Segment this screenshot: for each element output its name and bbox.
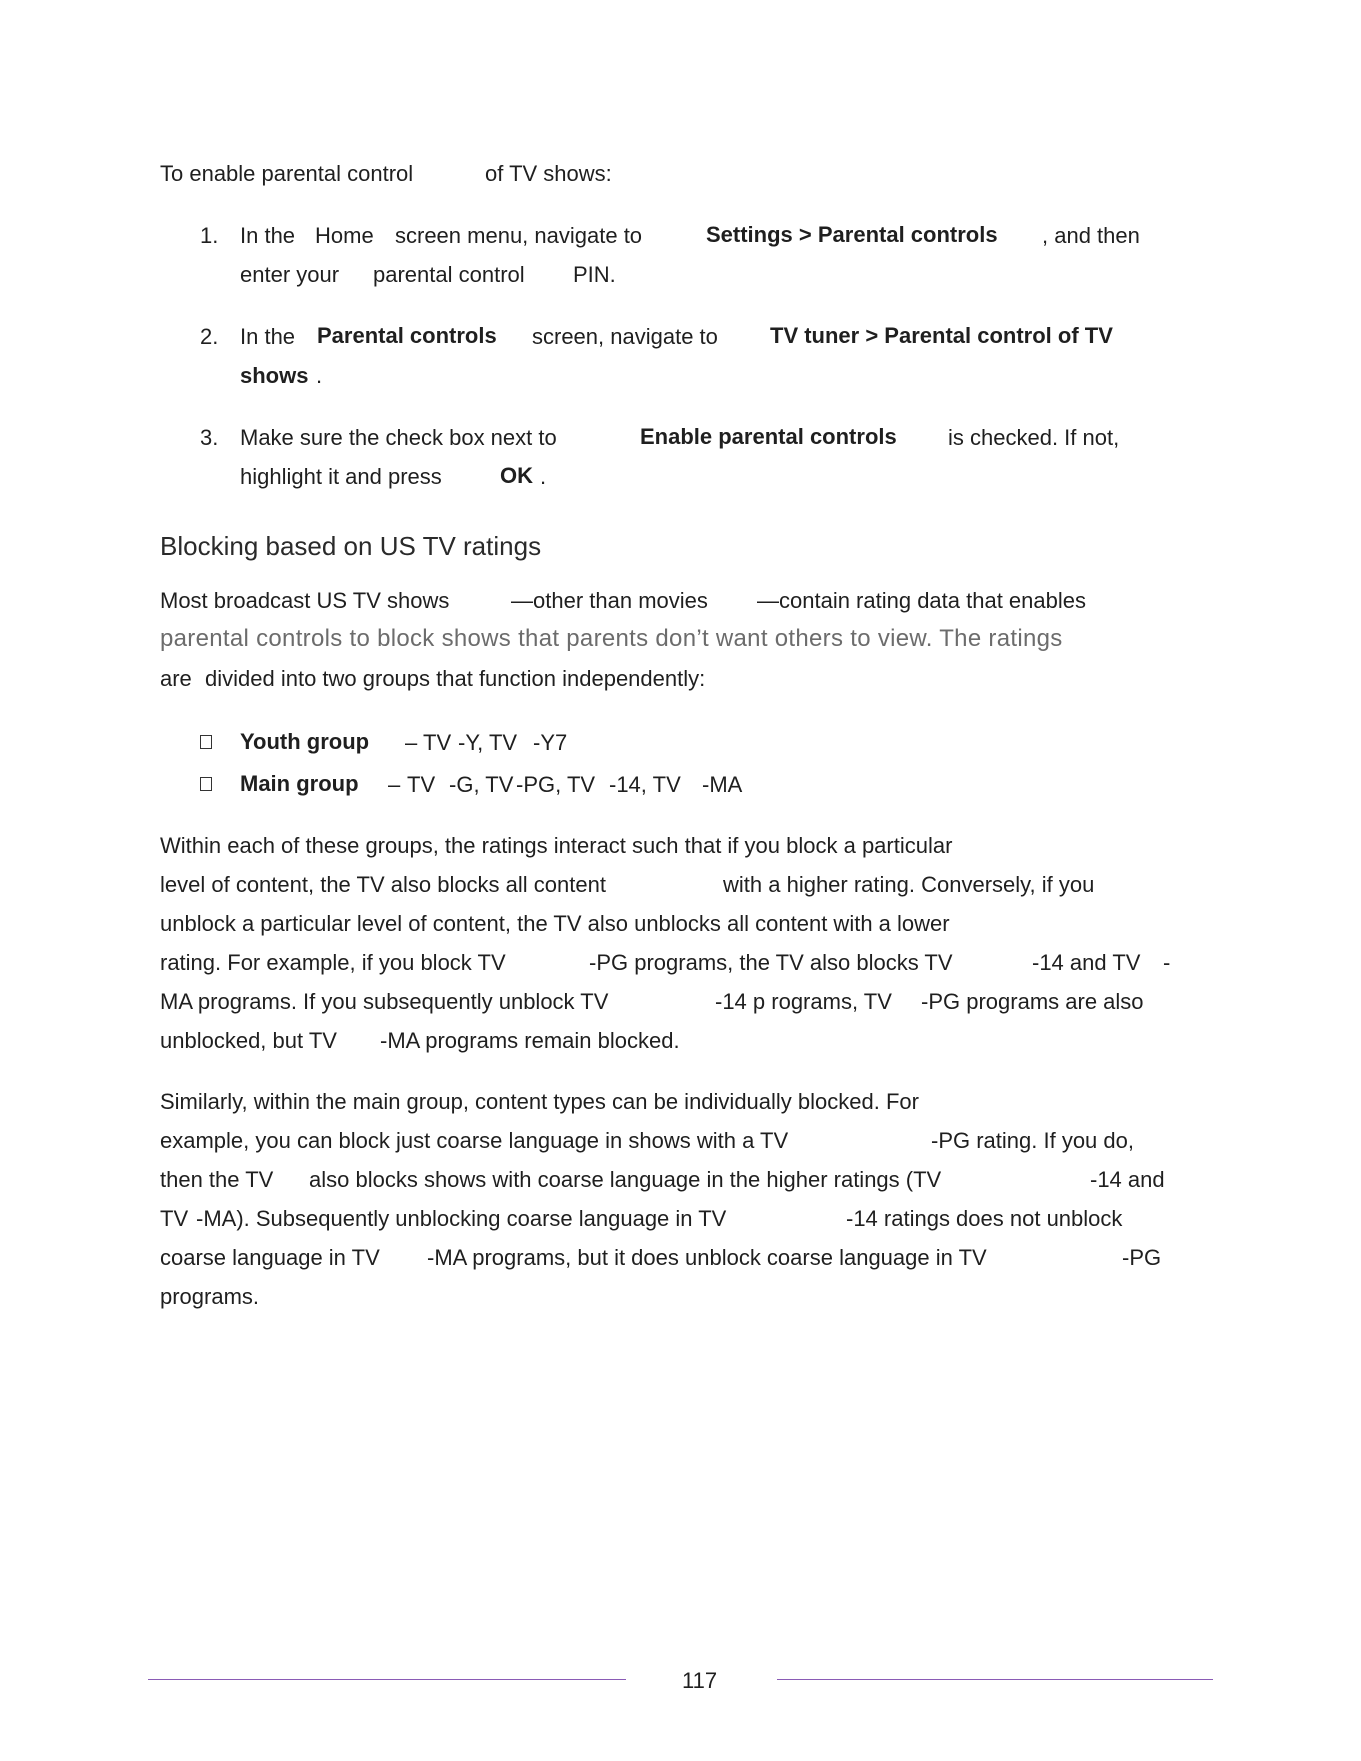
menu-path: Settings > Parental controls (706, 222, 998, 247)
group-text: -G, TV (449, 772, 514, 797)
paragraph-text: programs. (160, 1284, 260, 1309)
intro-text-a: To enable parental control (160, 161, 414, 186)
paragraph-text: —contain rating data that enables (757, 588, 1087, 613)
menu-path: Parental controls (317, 323, 497, 348)
page-number: 117 (682, 1668, 718, 1693)
paragraph-text: -PG programs, the TV also blocks TV (589, 950, 953, 975)
paragraph-text: unblock a particular level of content, the TV also unblocks all content with a lower (160, 911, 950, 936)
step-text: screen, navigate to (532, 324, 718, 349)
paragraph-text: Within each of these groups, the ratings interact such that if you block a particular (160, 833, 953, 858)
paragraph-text: -PG programs are also (921, 989, 1144, 1014)
step-text: . (316, 363, 323, 388)
group-name: Main group (240, 771, 359, 796)
group-text: -Y, TV (458, 730, 518, 755)
step-text: screen menu, navigate to (395, 223, 643, 248)
paragraph-text: Similarly, within the main group, content types can be individually blocked. For (160, 1089, 919, 1114)
paragraph-text: level of content, the TV also blocks all content (160, 872, 606, 897)
paragraph-text: are (160, 666, 192, 691)
button-name: OK (500, 463, 533, 488)
intro-text-b: of TV shows: (485, 161, 612, 186)
step-number: 2. (200, 324, 219, 349)
step-number: 3. (200, 425, 219, 450)
group-text: -Y7 (533, 730, 568, 755)
step-text: In the (240, 223, 296, 248)
group-text: – (405, 730, 418, 755)
paragraph-text: -PG rating. If you do, (931, 1128, 1134, 1153)
group-text: TV (407, 772, 436, 797)
paragraph-text: rating. For example, if you block TV (160, 950, 506, 975)
group-text: TV (423, 730, 452, 755)
section-heading: Blocking based on US TV ratings (160, 531, 542, 561)
step-text: , and then (1042, 223, 1140, 248)
step-text: is checked. If not, (948, 425, 1120, 450)
paragraph-text: -MA). Subsequently unblocking coarse language in TV (196, 1206, 727, 1231)
step-text: parental control (373, 262, 525, 287)
setting-name: Enable parental controls (640, 424, 897, 449)
group-text: -MA (702, 772, 743, 797)
paragraph-text: TV (160, 1206, 189, 1231)
paragraph-text: -14 and (1090, 1167, 1165, 1192)
paragraph-text: -PG (1122, 1245, 1162, 1270)
paragraph-text: - (1163, 950, 1171, 975)
bullet-icon (200, 777, 212, 791)
paragraph-text: unblocked, but TV (160, 1028, 337, 1053)
group-name: Youth group (240, 729, 370, 754)
paragraph-text: Most broadcast US TV shows (160, 588, 450, 613)
paragraph-text: -14 and TV (1032, 950, 1141, 975)
paragraph-text: divided into two groups that function independently: (205, 666, 706, 691)
paragraph-text: also blocks shows with coarse language in the higher ratings (TV (309, 1167, 942, 1192)
paragraph-text: -MA programs, but it does unblock coarse language in TV (427, 1245, 987, 1270)
step-text: Make sure the check box next to (240, 425, 557, 450)
paragraph-text: —other than movies (511, 588, 708, 613)
paragraph-text: -MA programs remain blocked. (380, 1028, 680, 1053)
footer-rule-right (777, 1679, 1213, 1680)
paragraph-text: parental controls to block shows that parents don’t want others to view. The ratings (160, 625, 1063, 652)
group-text: – (388, 772, 401, 797)
group-text: -PG, TV (516, 772, 596, 797)
step-text: In the (240, 324, 296, 349)
step-text: enter your (240, 262, 340, 287)
step-text: . (540, 464, 547, 489)
paragraph-text: MA programs. If you subsequently unblock TV (160, 989, 609, 1014)
bullet-icon (200, 735, 212, 749)
paragraph-text: coarse language in TV (160, 1245, 380, 1270)
footer-rule-left (148, 1679, 626, 1680)
paragraph-text: with a higher rating. Conversely, if you (723, 872, 1095, 897)
paragraph-text: -14 ratings does not unblock (846, 1206, 1123, 1231)
paragraph-text: then the TV (160, 1167, 274, 1192)
paragraph-text: example, you can block just coarse language in shows with a TV (160, 1128, 789, 1153)
step-number: 1. (200, 223, 219, 248)
step-text: Home (315, 223, 374, 248)
step-text: highlight it and press (240, 464, 442, 489)
step-text: PIN. (573, 262, 616, 287)
menu-path: shows (240, 363, 309, 388)
paragraph-text: -14 p rograms, TV (715, 989, 892, 1014)
menu-path: TV tuner > Parental control of TV (770, 323, 1113, 348)
group-text: -14, TV (609, 772, 681, 797)
